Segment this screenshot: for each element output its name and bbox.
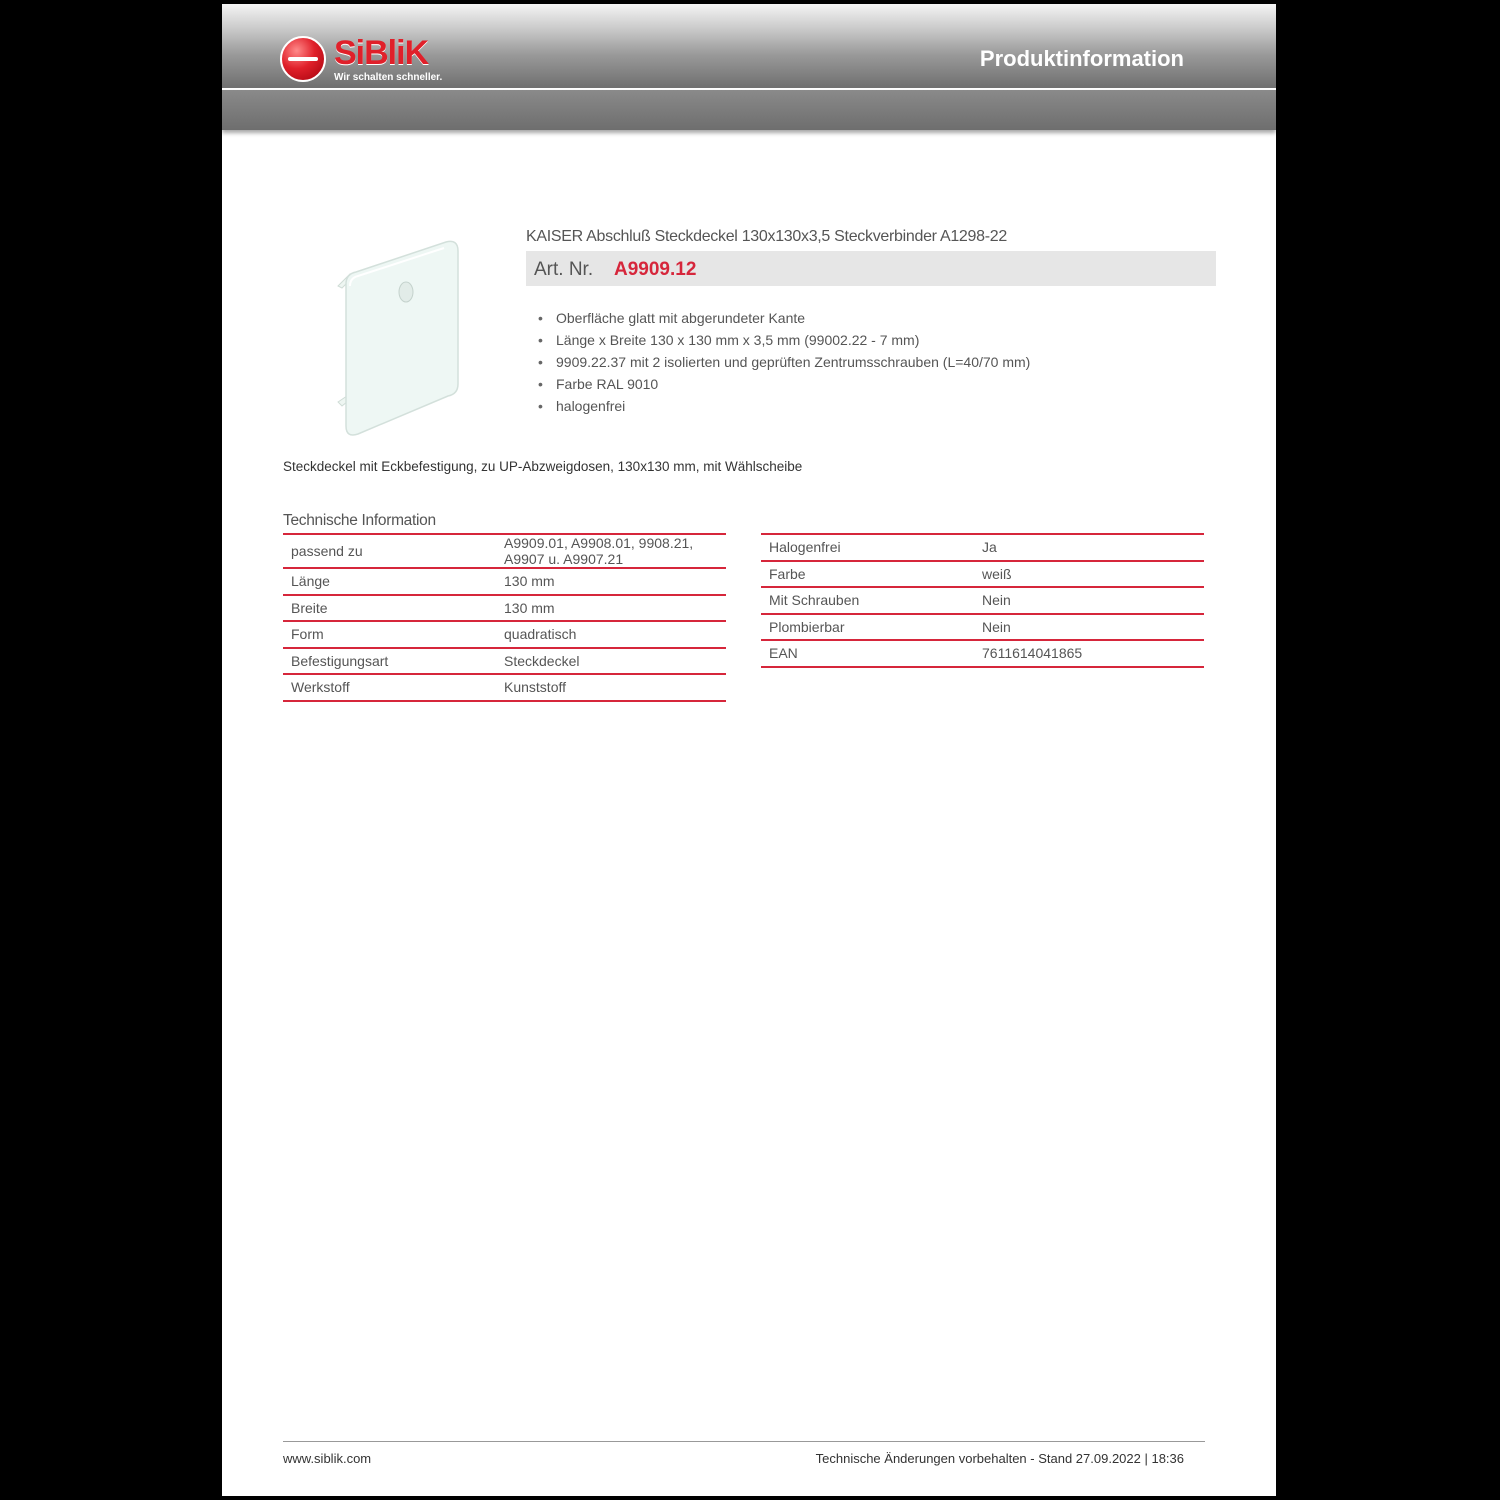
page-title: Produktinformation [979, 46, 1184, 71]
logo-tagline: Wir schalten schneller. [334, 72, 443, 83]
table-row [761, 614, 1204, 641]
spec-value: 7611614041865 [982, 640, 1204, 667]
article-number-label: Art. Nr. [534, 259, 594, 280]
table-row [283, 621, 726, 648]
product-description: Steckdeckel mit Eckbefestigung, zu UP-Abzweigdosen, 130x130 mm, mit Wählscheibe [283, 459, 803, 474]
spec-value: weiß [982, 561, 1204, 588]
table-row [283, 674, 726, 701]
table-row [761, 640, 1204, 667]
spec-value: Kunststoff [504, 674, 726, 701]
table-row [761, 534, 1204, 561]
spec-key: Plombierbar [761, 614, 982, 641]
article-number-bar [526, 251, 1216, 286]
table-row [283, 534, 726, 568]
siblik-logo [280, 36, 470, 86]
spec-value: 130 mm [504, 568, 726, 595]
spec-value: quadratisch [504, 621, 726, 648]
footer-note: Technische Änderungen vorbehalten - Stand 27.09.2022 | 18:36 [815, 1451, 1184, 1466]
product-image [320, 234, 470, 444]
footer-website-link[interactable]: www.siblik.com [283, 1451, 372, 1466]
spec-key: Befestigungsart [283, 648, 504, 675]
article-number-value: A9909.12 [614, 259, 697, 280]
spec-key: EAN [761, 640, 982, 667]
spec-key: Farbe [761, 561, 982, 588]
spec-key: Breite [283, 595, 504, 622]
product-title: KAISER Abschluß Steckdeckel 130x130x3,5 Steckverbinder A1298-22 [526, 228, 1007, 245]
spec-key: Werkstoff [283, 674, 504, 701]
spec-key: Halogenfrei [761, 534, 982, 561]
spec-key: Form [283, 621, 504, 648]
table-row [283, 568, 726, 595]
header-band [222, 90, 1276, 130]
table-row [761, 561, 1204, 588]
spec-key: passend zu [283, 534, 504, 568]
table-row [761, 587, 1204, 614]
feature-item: • Oberfläche glatt mit abgerundeter Kante [534, 307, 1030, 329]
feature-list [534, 307, 1030, 417]
spec-key: Mit Schrauben [761, 587, 982, 614]
spec-value: 130 mm [504, 595, 726, 622]
feature-item: • halogenfrei [534, 395, 1030, 417]
document-page [222, 4, 1276, 1496]
tech-table-left [283, 533, 726, 702]
table-row [283, 595, 726, 622]
tech-info-heading: Technische Information [283, 512, 436, 529]
logo-wordmark: SiBliK [334, 34, 429, 72]
footer-divider [283, 1441, 1205, 1442]
spec-value: A9909.01, A9908.01, 9908.21, A9907 u. A9907.21 [504, 534, 726, 568]
logo-emblem-icon [280, 36, 326, 82]
spec-key: Länge [283, 568, 504, 595]
spec-value: Ja [982, 534, 1204, 561]
table-row [283, 648, 726, 675]
tech-table-right [761, 533, 1204, 668]
spec-value: Steckdeckel [504, 648, 726, 675]
spec-value: Nein [982, 614, 1204, 641]
feature-item: • Länge x Breite 130 x 130 mm x 3,5 mm (99002.22 - 7 mm) [534, 329, 1030, 351]
feature-item: • 9909.22.37 mit 2 isolierten und geprüften Zentrumsschrauben (L=40/70 mm) [534, 351, 1030, 373]
page-header [222, 4, 1276, 88]
feature-item: • Farbe RAL 9010 [534, 373, 1030, 395]
spec-value: Nein [982, 587, 1204, 614]
